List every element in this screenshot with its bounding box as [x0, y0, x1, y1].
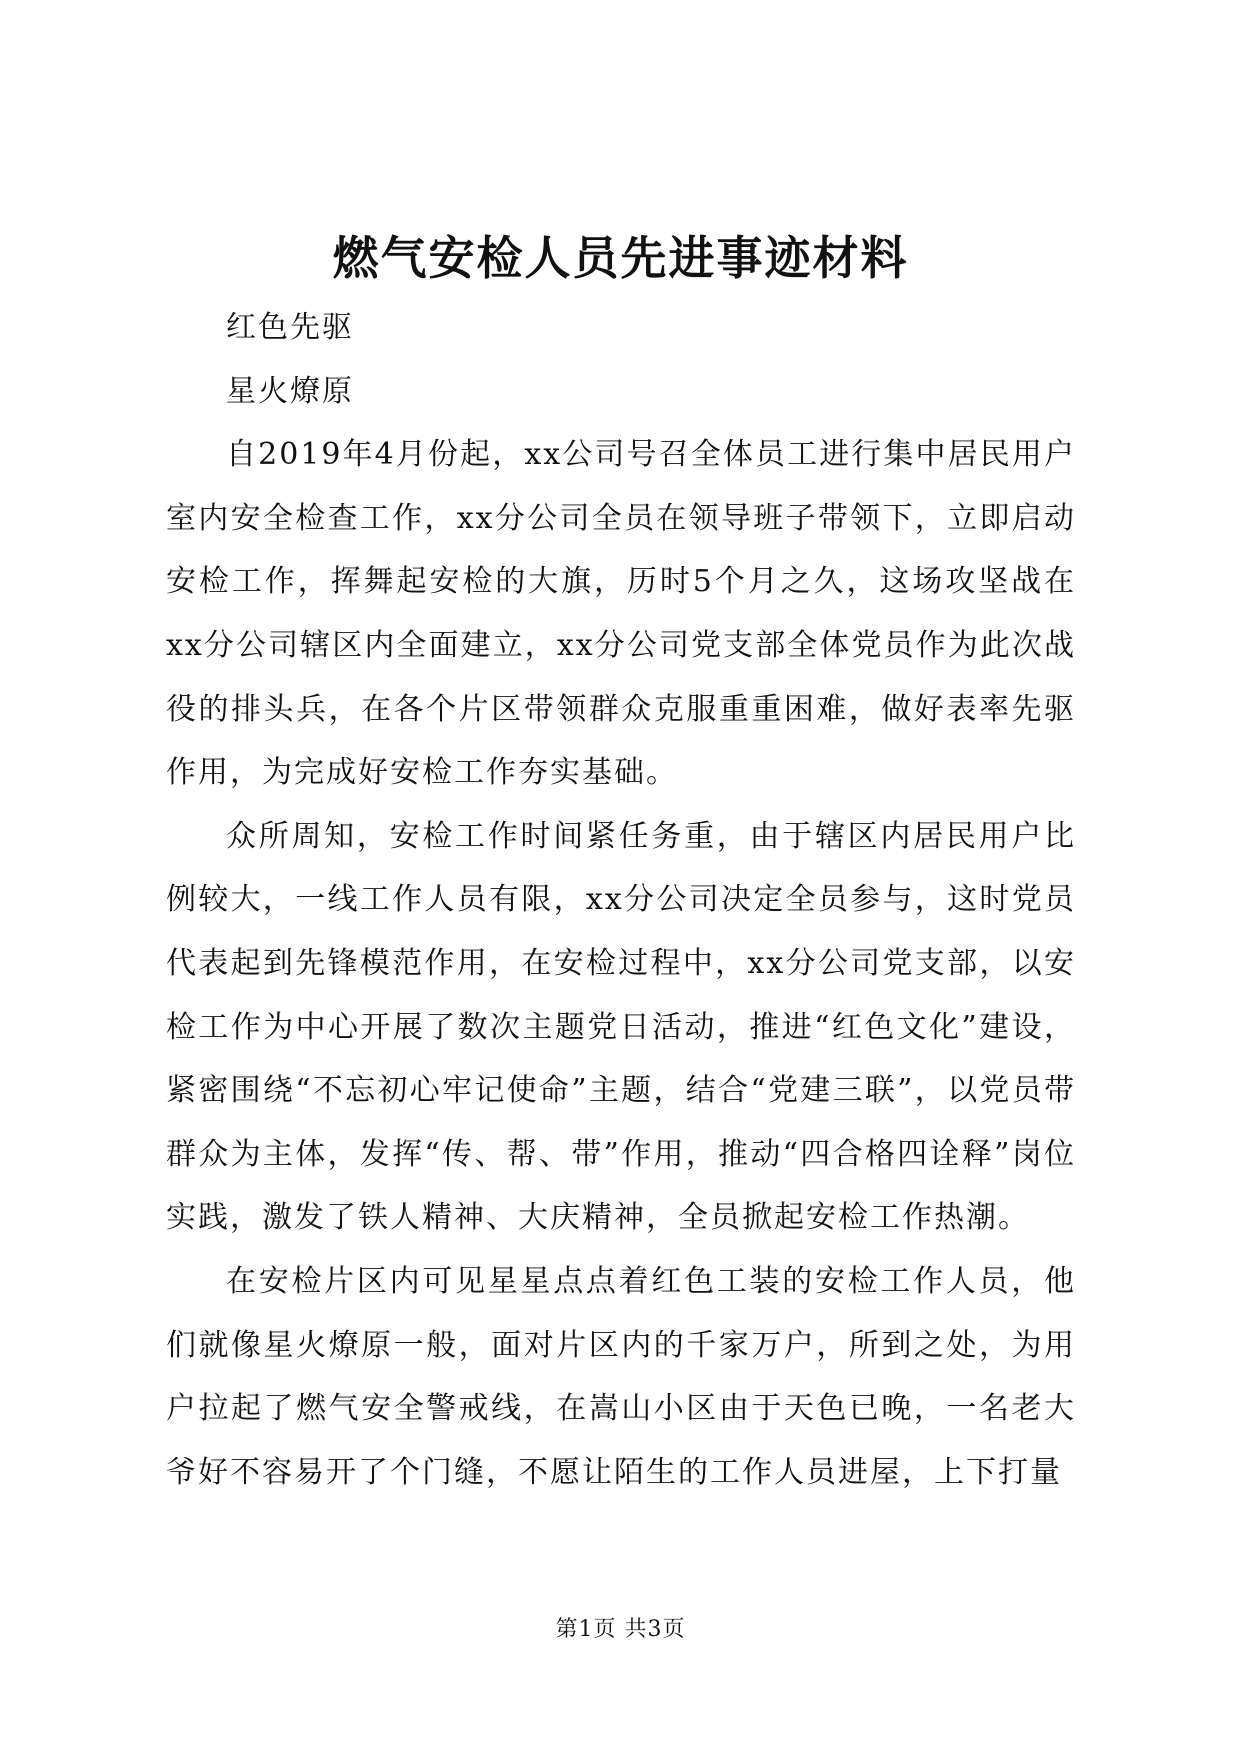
paragraph: 红色先驱 [226, 310, 354, 345]
paragraph: 在安检片区内可见星星点点着红色工装的安检工作人员，他们就像星火燎原一般，面对片区内的千家万户，所到之处，为用户拉起了燃气安全警戒线，在嵩山小区由于天色已晚，一名老大爷好不容易开了个门缝，不愿让陌生的工作人员进屋，上下打量 [166, 1263, 1076, 1490]
page-footer: 第1页 共3页 [555, 1617, 686, 1642]
paragraph: 众所周知，安检工作时间紧任务重，由于辖区内居民用户比例较大，一线工作人员有限，xx分公司决定全员参与，这时党员代表起到先锋模范作用，在安检过程中，xx分公司党支部，以安检工作为中心开展了数次主题党日活动，推进“红色文化”建设，紧密围绕“不忘初心牢记使命”主题，结合“党建三联”，以党员带群众为主体，发挥“传、帮、带”作用，推动“四合格四诠释”岗位实践，激发了铁人精神、大庆精神，全员掀起安检工作热潮。 [166, 818, 1076, 1236]
document-body [166, 296, 1076, 1504]
paragraph: 星火燎原 [226, 373, 354, 409]
document-title: 燃气安检人员先进事迹材料 [332, 231, 909, 285]
paragraph: 自2019年4月份起，xx公司号召全体员工进行集中居民用户室内安全检查工作，xx分公司全员在领导班子带领下，立即启动安检工作，挥舞起安检的大旗，历时5个月之久，这场攻坚战在xx分公司辖区内全面建立，xx分公司党支部全体党员作为此次战役的排头兵，在各个片区带领群众克服重重困难，做好表率先驱作用，为完成好安检工作夯实基础。 [166, 437, 1076, 791]
